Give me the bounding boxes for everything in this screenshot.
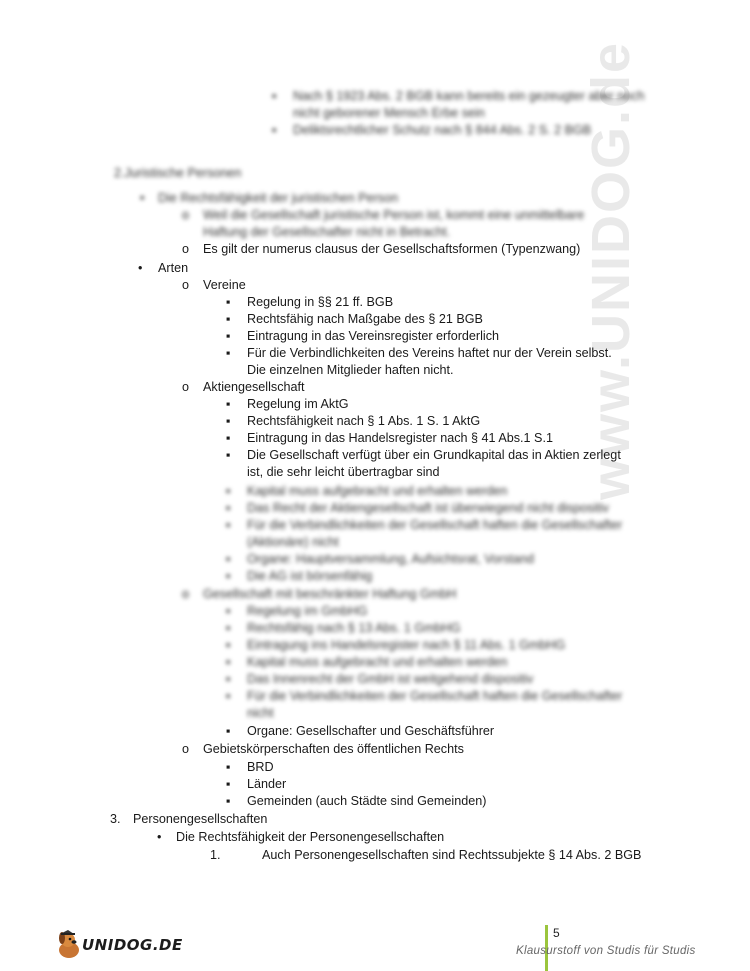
list-number: 1.	[210, 848, 221, 862]
text-line: Vereine	[203, 278, 246, 292]
square-bullet-icon	[226, 500, 230, 517]
text-line: Gebietskörperschaften des öffentlichen Rechts	[203, 742, 464, 756]
text-line: Regelung in §§ 21 ff. BGB	[247, 295, 394, 309]
square-bullet-icon	[226, 654, 230, 671]
square-bullet-icon	[226, 793, 230, 810]
text-line: Arten	[158, 261, 189, 275]
square-bullet-icon	[226, 483, 230, 500]
section-heading: Personengesellschaften	[133, 812, 268, 826]
text-line: nicht geborener Mensch Erbe sein	[293, 106, 485, 120]
square-bullet-icon	[226, 568, 230, 585]
text-line: Eintragung in das Handelsregister nach § 41 Abs.1 S.1	[247, 431, 553, 445]
text-line: Deliktsrechtlicher Schutz nach § 844 Abs. 2 S. 2 BGB	[293, 123, 592, 137]
square-bullet-icon	[226, 447, 230, 464]
text-line: Gemeinden (auch Städte sind Gemeinden)	[247, 794, 487, 808]
text-line: BRD	[247, 760, 274, 774]
square-bullet-icon	[226, 413, 230, 430]
footer-slogan: Klausurstoff von Studis für Studis	[516, 945, 696, 957]
text-line: Gesellschaft mit beschränkter Haftung GmbH	[203, 587, 457, 601]
text-line: Rechtsfähig nach § 13 Abs. 1 GmbHG	[247, 621, 461, 635]
text-line: ist, die sehr leicht übertragbar sind	[247, 465, 440, 479]
square-bullet-icon	[226, 345, 230, 362]
dot-bullet-icon	[157, 829, 161, 846]
circle-bullet-icon	[182, 741, 189, 758]
square-bullet-icon	[226, 688, 230, 705]
text-line: Aktiengesellschaft	[203, 380, 305, 394]
circle-bullet-icon	[182, 586, 189, 603]
dot-bullet-icon	[140, 190, 144, 207]
square-bullet-icon	[226, 517, 230, 534]
text-line: Für die Verbindlichkeiten der Gesellschaft haften die Gesellschafter	[247, 518, 623, 532]
text-line: Nach § 1923 Abs. 2 BGB kann bereits ein gezeugter aber noch	[293, 89, 645, 103]
text-line: Regelung im AktG	[247, 397, 349, 411]
text-line: Für die Verbindlichkeiten der Gesellschaft haften die Gesellschafter	[247, 689, 623, 703]
text-line: Haftung der Gesellschafter nicht in Betracht.	[203, 225, 451, 239]
page-number: 5	[553, 926, 560, 940]
square-bullet-icon	[226, 430, 230, 447]
square-bullet-icon	[226, 776, 230, 793]
square-bullet-icon	[226, 396, 230, 413]
square-bullet-icon	[226, 294, 230, 311]
text-line: Die einzelnen Mitglieder haften nicht.	[247, 363, 454, 377]
square-bullet-icon	[226, 603, 230, 620]
text-line: Es gilt der numerus clausus der Gesellschaftsformen (Typenzwang)	[203, 242, 581, 256]
text-line: Kapital muss aufgebracht und erhalten werden	[247, 655, 508, 669]
text-line: Rechtsfähig nach Maßgabe des § 21 BGB	[247, 312, 483, 326]
text-line: Weil die Gesellschaft juristische Person ist, kommt eine unmittelbare	[203, 208, 585, 222]
circle-bullet-icon	[182, 379, 189, 396]
square-bullet-icon	[226, 328, 230, 345]
text-line: Die AG ist börsenfähig	[247, 569, 373, 583]
section-heading: 2.Juristische Personen	[114, 166, 242, 180]
text-line: (Aktionäre) nicht	[247, 535, 339, 549]
square-bullet-icon	[226, 620, 230, 637]
square-bullet-icon	[226, 759, 230, 776]
text-line: Auch Personengesellschaften sind Rechtssubjekte § 14 Abs. 2 BGB	[262, 848, 642, 862]
text-line: Organe: Gesellschafter und Geschäftsführer	[247, 724, 495, 738]
circle-bullet-icon	[182, 207, 189, 224]
text-line: Eintragung ins Handelsregister nach § 11 Abs. 1 GmbHG	[247, 638, 566, 652]
text-line: Länder	[247, 777, 287, 791]
square-bullet-icon	[226, 551, 230, 568]
text-line: Die Rechtsfähigkeit der juristischen Person	[158, 191, 399, 205]
square-bullet-icon	[226, 311, 230, 328]
list-number: 3.	[110, 812, 121, 826]
circle-bullet-icon	[182, 277, 189, 294]
text-line: Organe: Hauptversammlung, Aufsichtsrat, Vorstand	[247, 552, 534, 566]
square-bullet-icon	[272, 88, 276, 105]
unidog-logo	[52, 928, 183, 962]
text-line: Für die Verbindlichkeiten des Vereins haftet nur der Verein selbst.	[247, 346, 612, 360]
text-line: Kapital muss aufgebracht und erhalten werden	[247, 484, 508, 498]
square-bullet-icon	[226, 637, 230, 654]
square-bullet-icon	[226, 723, 230, 740]
watermark-text: www.UNIDOG.de	[581, 40, 641, 500]
text-line: Regelung im GmbHG	[247, 604, 368, 618]
text-line: Rechtsfähigkeit nach § 1 Abs. 1 S. 1 AktG	[247, 414, 481, 428]
square-bullet-icon	[226, 671, 230, 688]
text-line: Die Rechtsfähigkeit der Personengesellschaften	[176, 830, 445, 844]
text-line: nicht	[247, 706, 274, 720]
text-line: Die Gesellschaft verfügt über ein Grundkapital das in Aktien zerlegt	[247, 448, 621, 462]
text-line: Eintragung in das Vereinsregister erforderlich	[247, 329, 500, 343]
square-bullet-icon	[272, 122, 276, 139]
text-line: Das Recht der Aktiengesellschaft ist überwiegend nicht dispositiv	[247, 501, 609, 515]
text-line: Das Innenrecht der GmbH ist weitgehend dispositiv	[247, 672, 534, 686]
dog-icon	[52, 928, 86, 962]
circle-bullet-icon	[182, 241, 189, 258]
logo-text: UNIDOG.DE	[82, 936, 183, 954]
dot-bullet-icon	[138, 260, 142, 277]
